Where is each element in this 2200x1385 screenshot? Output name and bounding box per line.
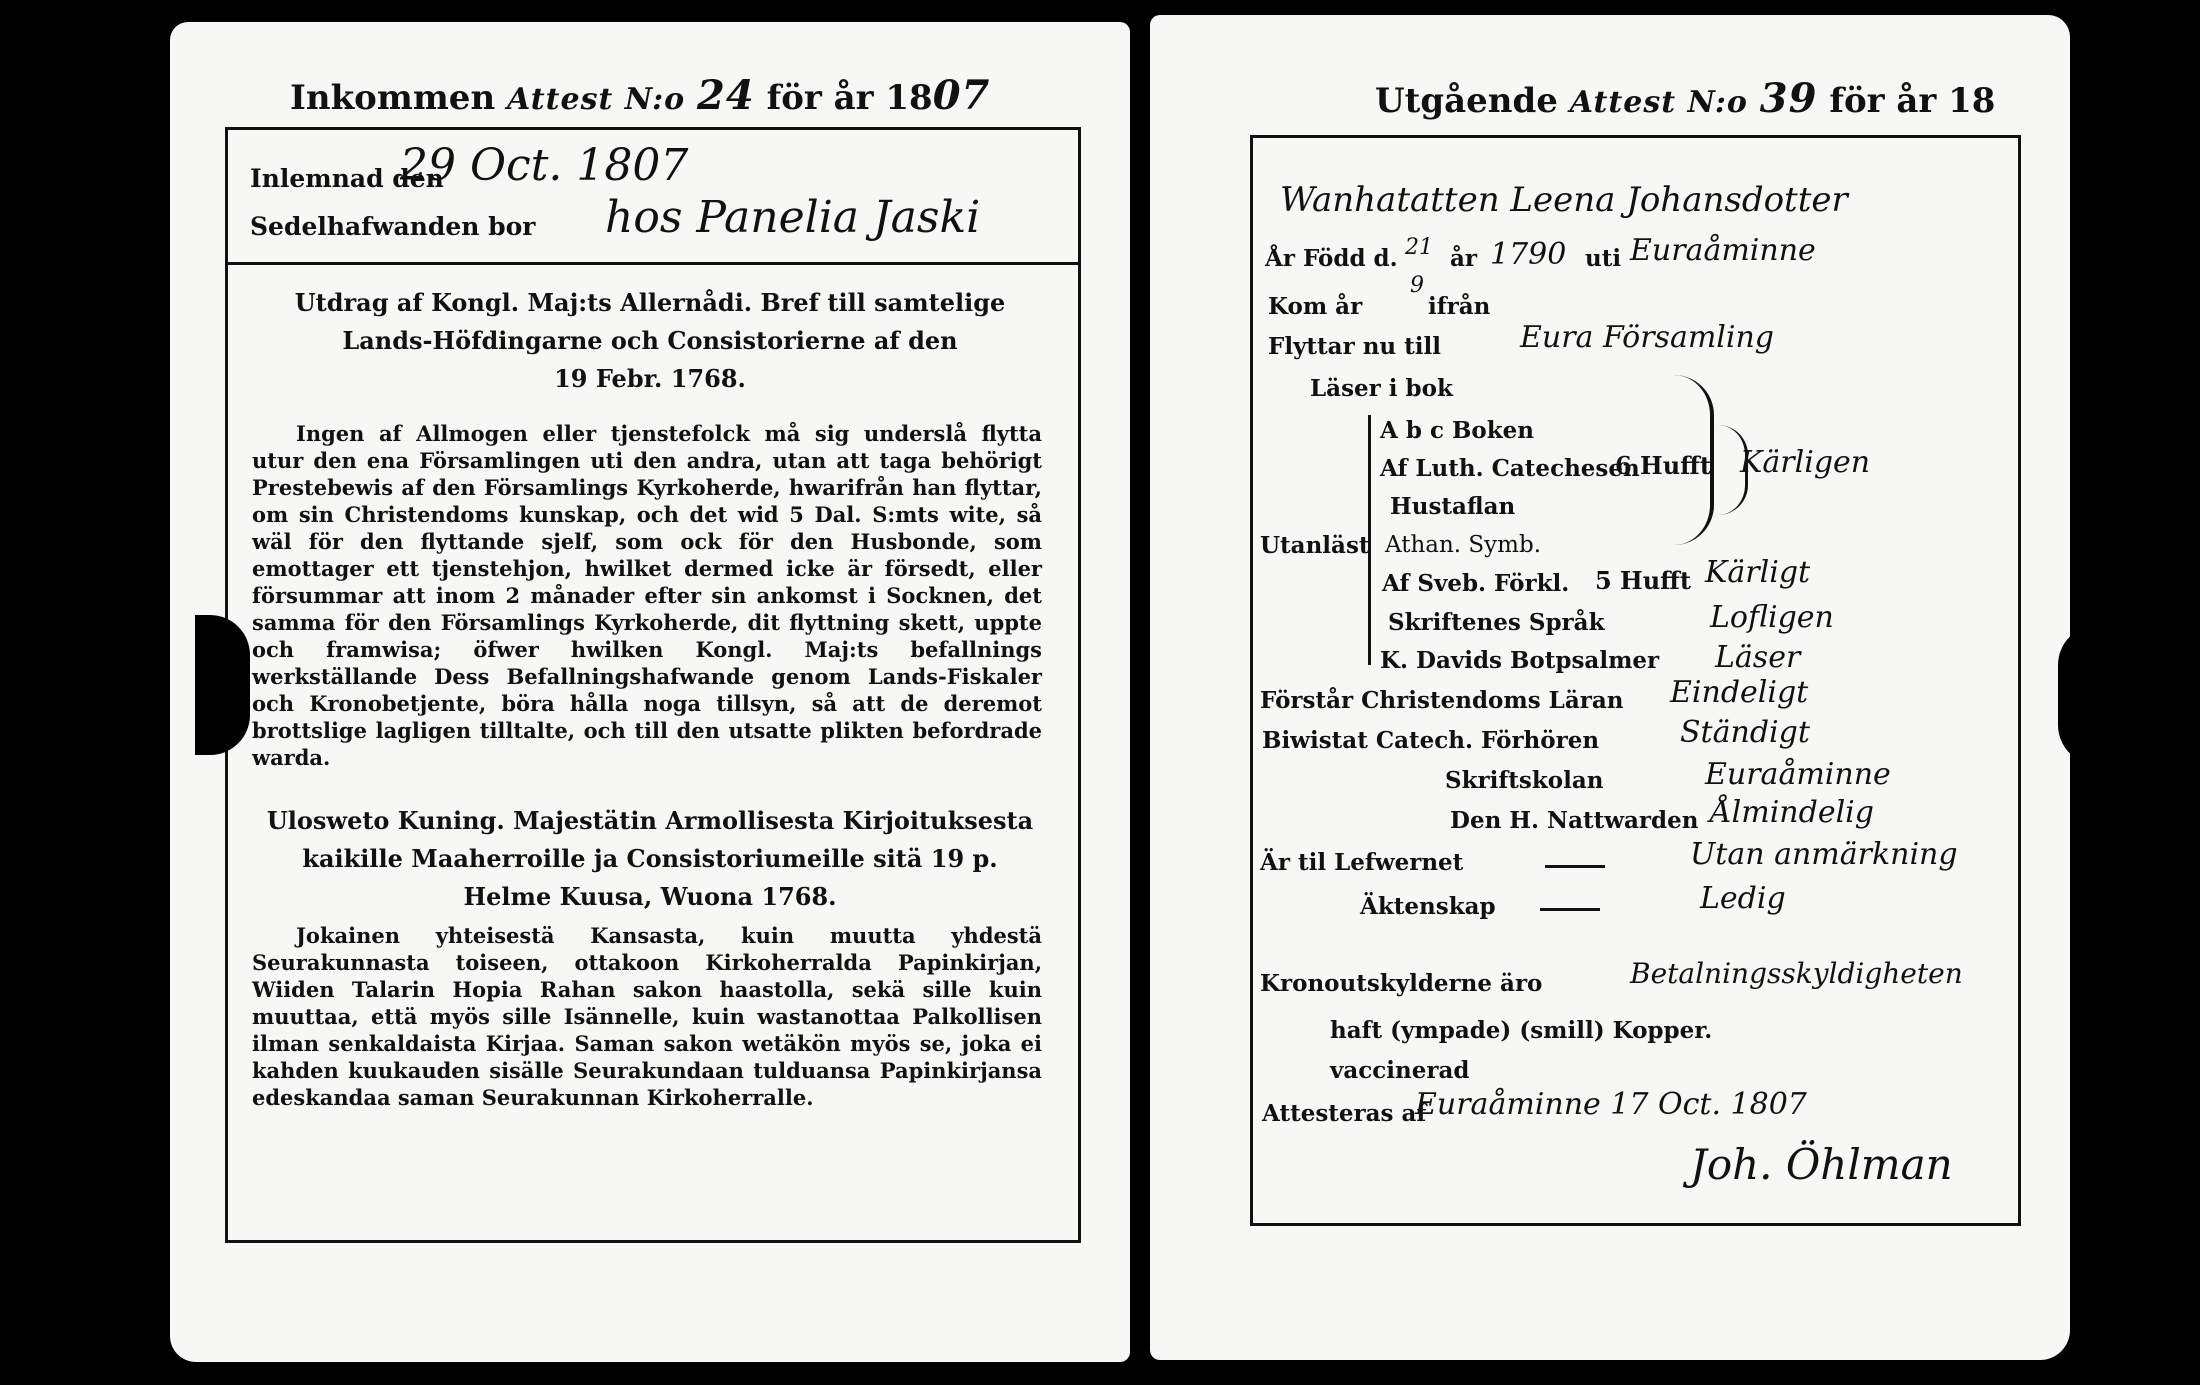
moves-to-label: Flyttar nu till [1268, 333, 1441, 360]
header-printed-text: Utgående [1375, 81, 1558, 121]
finnish-excerpt-body: Jokainen yhteisestä Kansasta, kuin muutta yhdestä Seurakunnasta toiseen, ottakoon Kirkoherralda Papinkirjan, Wiiden Talarin Hopia Rahan sakon haastolla, sekä sille kuin muuttaa, että myös sille Isännelle, kuin wastanottaa Palkollisen ilman senkaldaista Kirjaa. Saman sakon wetäkön myös se, joka ei kahden kuukauden sisälle Seurakundaan tulduansa Papinkirjansa edeskandaa saman Seurakunnan Kirkoherralle. [252, 923, 1042, 1110]
davids-value: Läser [1715, 640, 1801, 675]
born-place-value: Euraåminne [1630, 233, 1816, 268]
left-page-header [290, 72, 990, 119]
kronout-value: Betalningsskyldigheten [1630, 957, 1963, 990]
born-month-value: 9 [1410, 273, 1424, 298]
finnish-title-line: Ulosweto Kuning. Majestätin Armollisesta Kirjoituksesta [266, 806, 1034, 835]
person-name-value: Wanhatatten Leena Johansdotter [1280, 180, 1848, 220]
forstar-value: Eindeligt [1670, 675, 1809, 710]
book-item: Skriftenes Språk [1388, 609, 1605, 636]
reads-label: Läser i bok [1310, 375, 1453, 402]
lefwernet-value: Utan anmärkning [1690, 837, 1958, 872]
born-day-value: 21 [1405, 235, 1433, 260]
swedish-excerpt-title [250, 284, 1050, 398]
book-item: K. Davids Botpsalmer [1380, 647, 1660, 674]
header-attest-label: Attest N:o [1569, 85, 1748, 120]
incoming-attest-number: 24 [697, 72, 755, 119]
nattvarden-value: Ålmindelig [1710, 795, 1874, 830]
aktenskap-value: Ledig [1700, 881, 1786, 916]
came-from-label: Kom år [1268, 293, 1363, 320]
finnish-excerpt-title [250, 802, 1050, 916]
received-date-value: 29 Oct. 1807 [400, 140, 689, 191]
born-year-value: 1790 [1490, 237, 1567, 272]
swedish-title-line: Utdrag af Kongl. Maj:ts Allernådi. Bref till samtelige [294, 288, 1006, 317]
vaccinerad-label: vaccinerad [1330, 1057, 1470, 1084]
left-page [170, 22, 1130, 1362]
book-item: Af Luth. Catechesen [1380, 455, 1640, 482]
lefwernet-label: Är til Lefwernet [1260, 849, 1464, 876]
skriftskolan-value: Euraåminne [1705, 757, 1891, 792]
signature-value: Joh. Öhlman [1690, 1140, 1953, 1189]
holder-label: Sedelhafwanden bor [250, 212, 536, 241]
book-item: Athan. Symb. [1385, 532, 1542, 558]
right-page [1150, 15, 2070, 1360]
book-item: Hustaflan [1390, 493, 1516, 520]
holder-value: hos Panelia Jaski [605, 192, 981, 243]
came-from-label-2: ifrån [1428, 293, 1491, 320]
born-place-label: uti [1585, 245, 1622, 272]
catechism-hufft: 6 Hufft [1615, 451, 1711, 480]
skriftskolan-label: Skriftskolan [1445, 767, 1604, 794]
left-clip-tab [195, 615, 250, 755]
swedish-title-line: 19 Febr. 1768. [554, 364, 746, 393]
sveb-value: Kärligt [1705, 555, 1811, 590]
swedish-excerpt-body: Ingen af Allmogen eller tjenstefolck må sig underslå flytta utur den ena Församlingen uti den andra, utan att taga behörigt Prestebewis af den Församlings Kyrkoherde, hwarifrån han flyttar, om sin Christendoms kunskap, och det wid 5 Dal. S:mts wite, så wäl för den flyttande sjelf, som ock för den Husbonde, som emottager ett tjenstehjon, hwilket dermed icke är försedt, eller försummar att inom 2 månader efter sin ankomst i Socknen, det samma för den Församlings Kyrkoherde, dit flyttning skett, uppte och framwisa; öfwer hwilken Kongl. Maj:ts befallnings werkställande Dess Befallningshafwande genom Lands-Fiskaler och Kronobetjente, böra hålla noga tillsyn, så att de deremot brottslige lagligen tilltalte, och till den utsatte plikten befordrade warda. [252, 421, 1042, 770]
right-clip-tab [2058, 625, 2113, 765]
sveb-hufft: 5 Hufft [1595, 566, 1691, 595]
born-year-label: år [1450, 245, 1478, 272]
outgoing-attest-number: 39 [1759, 75, 1818, 122]
header-printed-text: Inkommen [290, 78, 496, 118]
catechism-value: Kärligen [1740, 445, 1871, 480]
header-year-label: för år 18 [1829, 81, 1996, 121]
aktenskap-label: Äktenskap [1360, 893, 1496, 920]
book-item: Af Sveb. Förkl. [1382, 570, 1570, 597]
finnish-title-line: Helme Kuusa, Wuona 1768. [463, 882, 837, 911]
moves-to-value: Eura Församling [1520, 320, 1775, 355]
aktenskap-dash [1540, 908, 1600, 911]
biwistat-label: Biwistat Catech. Förhören [1262, 727, 1600, 754]
received-label: Inlemnad den [250, 164, 444, 193]
lefwernet-dash [1545, 865, 1605, 868]
header-year-label: för år 18 [766, 78, 933, 118]
skrift-value: Lofligen [1710, 600, 1834, 635]
kopper-label: haft (ympade) (smill) Kopper. [1330, 1017, 1713, 1044]
kronout-label: Kronoutskylderne äro [1260, 970, 1543, 997]
incoming-year-value: 07 [932, 72, 991, 119]
header-attest-label: Attest N:o [507, 82, 686, 117]
biwistat-value: Ständigt [1680, 715, 1810, 750]
right-page-header [1375, 75, 1995, 122]
born-label [1265, 245, 1398, 272]
forstar-label: Förstår Christendoms Läran [1260, 687, 1624, 714]
book-item: A b c Boken [1380, 417, 1535, 444]
utanlast-label: Utanläst [1260, 532, 1370, 559]
attest-label: Attesteras af [1262, 1100, 1427, 1127]
nattvarden-label: Den H. Nattwarden [1450, 807, 1699, 834]
swedish-title-line: Lands-Höfdingarne och Consistorierne af den [342, 326, 958, 355]
attest-place-date-value: Euraåminne 17 Oct. 1807 [1415, 1087, 1807, 1122]
born-day-label: År Född d. [1265, 245, 1398, 272]
finnish-title-line: kaikille Maaherroille ja Consistoriumeille sitä 19 p. [302, 844, 998, 873]
